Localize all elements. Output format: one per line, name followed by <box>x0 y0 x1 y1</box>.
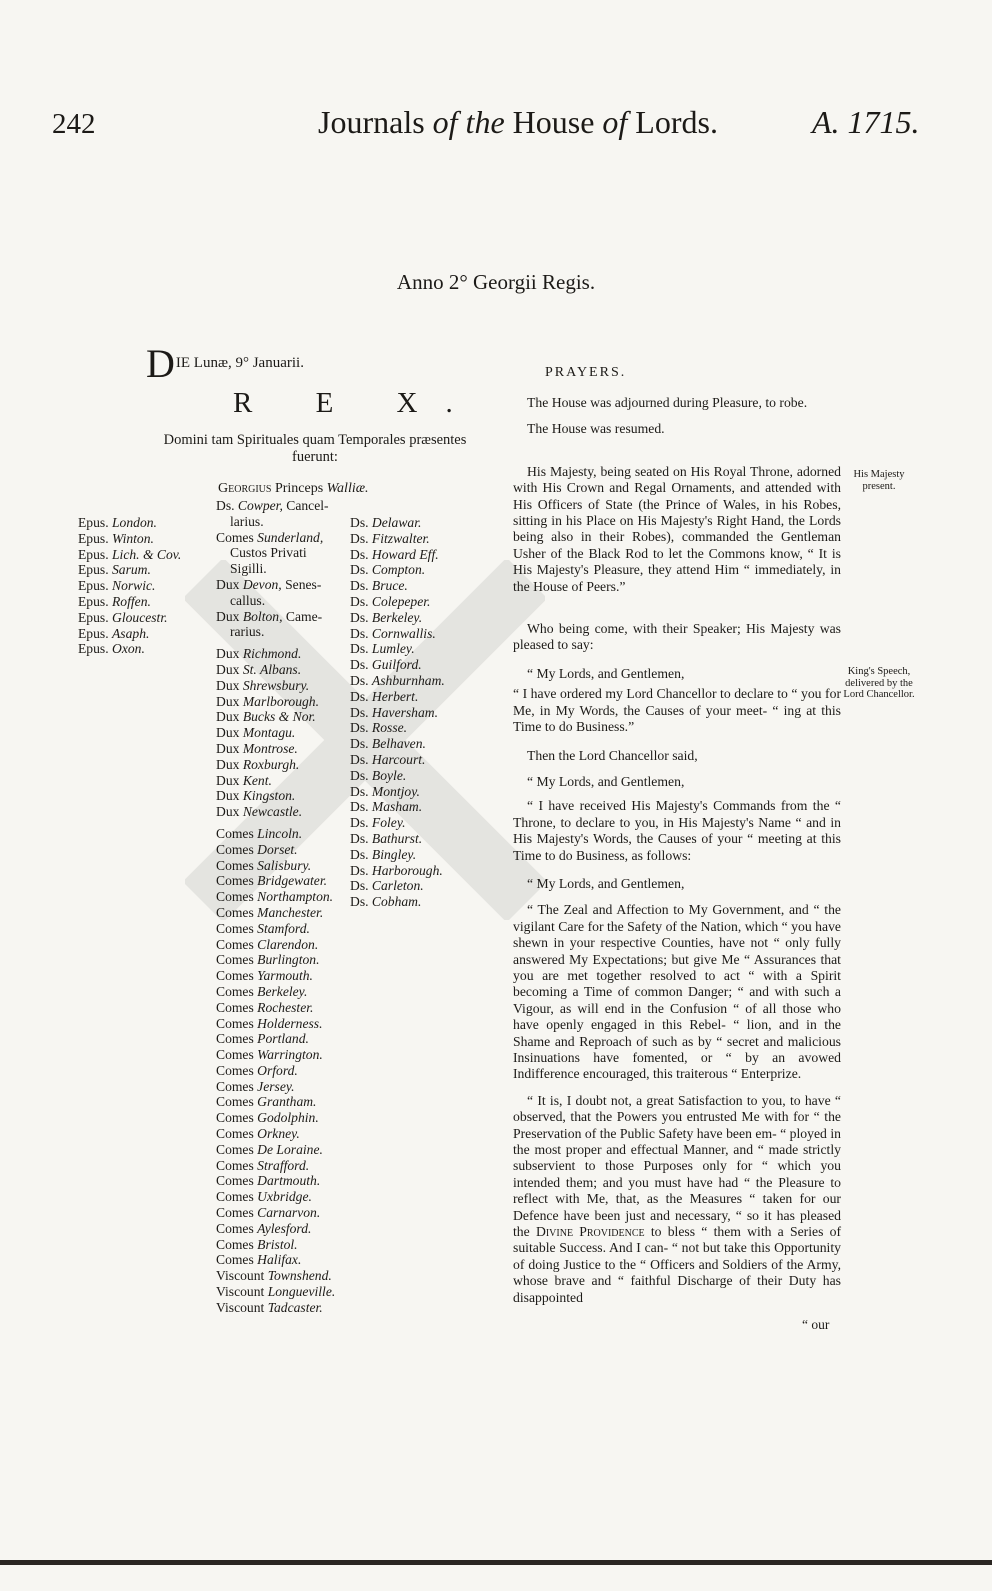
baron-entry: Ds. Compton. <box>350 562 426 578</box>
earl-entry: Comes De Loraine. <box>216 1141 323 1157</box>
earl-entry: Comes Burlington. <box>216 952 320 968</box>
duke-entry: Dux Montagu. <box>216 725 296 741</box>
bishop-entry: Epus. Asaph. <box>78 625 150 641</box>
earl-entry: Comes Clarendon. <box>216 936 319 952</box>
viscount-entry: Viscount Longueville. <box>216 1283 336 1299</box>
bishop-entry: Epus. Sarum. <box>78 562 151 578</box>
date-line: DIE Lunæ, 9° Januarii. <box>146 341 304 386</box>
bishop-entry: Epus. Winton. <box>78 530 154 546</box>
earl-entry: Comes Rochester. <box>216 999 314 1015</box>
dukes-earls-list <box>216 498 346 1268</box>
drop-capital: D <box>146 341 175 386</box>
baron-entry: Ds. Berkeley. <box>350 609 423 625</box>
earl-entry: Comes Portland. <box>216 1031 309 1047</box>
baron-entry: Ds. Harcourt. <box>350 751 426 767</box>
baron-entry: Ds. Bingley. <box>350 846 417 862</box>
baron-entry: Ds. Guilford. <box>350 657 422 673</box>
bishop-entry: Epus. Lich. & Cov. <box>78 546 182 562</box>
adjourned-line: The House was adjourned during Pleasure, to robe. <box>527 395 808 410</box>
earl-entry: Comes Carnarvon. <box>216 1205 321 1221</box>
baron-entry: Ds. Haversham. <box>350 704 438 720</box>
viscount-entry: Viscount Tadcaster. <box>216 1299 323 1315</box>
my-lords-salutation: “ My Lords, and Gentlemen, <box>527 773 685 789</box>
bishop-entry: Epus. Roffen. <box>78 593 151 609</box>
dux-group <box>216 646 346 820</box>
bottom-rule <box>0 1560 992 1565</box>
baron-entry: Ds. Cobham. <box>350 894 422 910</box>
ordered-paragraph: “ I have ordered my Lord Chancellor to declare to “ you for Me, in My Words, the Causes of your meet- “ ing at this Time to do Business.” <box>513 686 841 735</box>
earl-entry: Comes Orford. <box>216 1062 298 1078</box>
journal-title: Journals of the House of Lords. <box>318 104 718 140</box>
zeal-paragraph: “ The Zeal and Affection to My Government, and “ the vigilant Care for the Safety of the Nation, which “ you have shewn in your respective Counties, have not “ only fully answered My Expectations; but give Me “ Assurances that you are met together resolved to act “ with a Spirit becoming a Time of common Danger; “ and with such a Vigour, as will end in the Confusion “ of all those who have openly engaged in this Rebel- “ lion, and in the Shame and Reproach of such as by “ secret and malicious Insinuations have fomented, or “ by an avowed Indifference encouraged, this traiterous “ Enterprize. <box>513 902 841 1082</box>
prayers-heading: PRAYERS. <box>545 365 627 380</box>
princeps-line: Georgius Princeps Walliæ. <box>218 481 369 496</box>
received-paragraph: “ I have received His Majesty's Commands from the “ Throne, to declare to you, in His Majesty's Name “ and in His Majesty's Words, the Causes of your “ meeting at this Time to do Business, as follows: <box>513 798 841 863</box>
majesty-paragraph: His Majesty, being seated on His Royal Throne, adorned with His Crown and Regal Ornaments, and attended with His Officers of State (the Prince of Wales, in his Robes, sitting in his Place on His Majesty's Right Hand, the Lords being also in their Robes), commanded the Gentleman Usher of the Black Rod to let the Commons know, “ It is His Majesty's Pleasure, they attend Him “ immediately, in the House of Peers.” <box>513 463 841 594</box>
bishops-list <box>78 515 181 657</box>
baron-entry: Ds. Colepeper. <box>350 593 431 609</box>
officer-line: Dux Devon, Senes- <box>216 576 322 592</box>
baron-entry: Ds. Howard Eff. <box>350 546 439 562</box>
margin-note-majesty-present: His Majesty present. <box>853 469 905 492</box>
earl-entry: Comes Holderness. <box>216 1015 323 1031</box>
earl-entry: Comes Bristol. <box>216 1236 298 1252</box>
bishop-entry: Epus. Oxon. <box>78 641 145 657</box>
duke-entry: Dux Marlborough. <box>216 693 319 709</box>
baron-entry: Ds. Belhaven. <box>350 736 426 752</box>
earl-entry: Comes Jersey. <box>216 1078 295 1094</box>
earl-entry: Comes Berkeley. <box>216 983 308 999</box>
baron-entry: Ds. Bathurst. <box>350 830 423 846</box>
officer-line: Ds. Cowper, Cancel- <box>216 498 329 513</box>
baron-entry: Ds. Cornwallis. <box>350 625 436 641</box>
baron-entry: Ds. Fitzwalter. <box>350 530 430 546</box>
earl-entry: Comes Grantham. <box>216 1094 317 1110</box>
satisfaction-paragraph: “ It is, I doubt not, a great Satisfaction to you, to have “ observed, that the Powers you entrusted Me with for “ the Preservation of the Public Safety have been em- “ ployed in the most proper and effectual Manner, and “ made strictly subservient to those Purposes only for “ which you intended them; and you must have had “ the Pleasure to reflect with Me, that, as the Measures “ taken for our Defence have been just and necessary, “ so it has pleased the Divine Providence to bless “ them with a Series of suitable Success. And I can- “ not but take this Opportunity of doing Justice to the “ Officers and Soldiers of the Army, whose brave and “ faithful Discharge of their Duty has disappointed <box>513 1092 842 1305</box>
baron-entry: Ds. Montjoy. <box>350 783 420 799</box>
earl-entry: Comes Dorset. <box>216 841 298 857</box>
duke-entry: Dux Shrewsbury. <box>216 677 310 693</box>
earl-entry: Comes Halifax. <box>216 1252 302 1268</box>
baron-entry: Ds. Harborough. <box>350 862 443 878</box>
baron-entry: Ds. Ashburnham. <box>350 672 445 688</box>
viscounts-list <box>216 1268 335 1315</box>
duke-entry: Dux Montrose. <box>216 740 298 756</box>
year: A. 1715. <box>812 104 920 140</box>
earl-entry: Comes Warrington. <box>216 1047 323 1063</box>
earl-entry: Comes Northampton. <box>216 889 334 905</box>
earl-entry: Comes Godolphin. <box>216 1110 319 1126</box>
duke-entry: Dux Kent. <box>216 772 272 788</box>
officer-line: Dux Bolton, Came- <box>216 608 323 624</box>
duke-entry: Dux Richmond. <box>216 646 302 662</box>
officer-line: rarius. <box>230 624 265 640</box>
catchword: “ our <box>802 1317 830 1332</box>
margin-note-kings-speech: King's Speech, delivered by the Lord Chancellor. <box>843 666 915 700</box>
proceedings-text <box>513 395 841 1306</box>
bishop-entry: Epus. London. <box>78 515 157 530</box>
bishop-entry: Epus. Gloucestr. <box>78 609 168 625</box>
baron-entry: Ds. Delawar. <box>350 515 422 530</box>
baron-entry: Ds. Carleton. <box>350 878 424 894</box>
officer-line: Sigilli. <box>230 561 267 577</box>
officer-line: callus. <box>230 592 266 608</box>
domini-heading: Domini tam Spirituales quam Temporales præsentes fuerunt: <box>163 432 467 465</box>
earl-entry: Comes Salisbury. <box>216 857 312 873</box>
viscount-entry: Viscount Townshend. <box>216 1268 332 1283</box>
duke-entry: Dux Newcastle. <box>216 804 303 820</box>
earl-entry: Comes Yarmouth. <box>216 968 313 984</box>
barons-list <box>350 515 445 910</box>
officer-line: Custos Privati <box>230 545 307 561</box>
chancellor-said: Then the Lord Chancellor said, <box>527 747 698 763</box>
duke-entry: Dux Bucks & Nor. <box>216 709 316 725</box>
resumed-line: The House was resumed. <box>527 421 665 437</box>
baron-entry: Ds. Lumley. <box>350 641 415 657</box>
baron-entry: Ds. Bruce. <box>350 578 408 594</box>
earl-entry: Comes Aylesford. <box>216 1220 312 1236</box>
page-number: 242 <box>52 108 96 140</box>
comes-group <box>216 826 346 1268</box>
my-lords-salutation: “ My Lords, and Gentlemen, <box>527 665 685 681</box>
earl-entry: Comes Strafford. <box>216 1157 310 1173</box>
earl-entry: Comes Lincoln. <box>216 825 303 841</box>
duke-entry: Dux St. Albans. <box>216 661 302 677</box>
divine-providence: Divine Providence <box>535 1224 645 1240</box>
officer-line: larius. <box>230 513 264 529</box>
baron-entry: Ds. Herbert. <box>350 688 419 704</box>
my-lords-salutation: “ My Lords, and Gentlemen, <box>527 875 685 891</box>
officer-line: Comes Sunderland, <box>216 529 324 545</box>
baron-entry: Ds. Boyle. <box>350 767 407 783</box>
earl-entry: Comes Uxbridge. <box>216 1189 312 1205</box>
who-paragraph: Who being come, with their Speaker; His Majesty was pleased to say: <box>513 621 841 653</box>
duke-entry: Dux Kingston. <box>216 788 296 804</box>
earl-entry: Comes Stamford. <box>216 920 310 936</box>
earl-entry: Comes Manchester. <box>216 904 324 920</box>
duke-entry: Dux Roxburgh. <box>216 756 300 772</box>
anno-heading: Anno 2° Georgii Regis. <box>396 270 596 294</box>
earl-entry: Comes Bridgewater. <box>216 873 328 889</box>
earl-entry: Comes Dartmouth. <box>216 1173 321 1189</box>
baron-entry: Ds. Masham. <box>350 799 423 815</box>
baron-entry: Ds. Rosse. <box>350 720 408 736</box>
earl-entry: Comes Orkney. <box>216 1126 300 1142</box>
bishop-entry: Epus. Norwic. <box>78 578 156 594</box>
rex-heading: R E X. <box>233 387 481 419</box>
baron-entry: Ds. Foley. <box>350 815 406 831</box>
